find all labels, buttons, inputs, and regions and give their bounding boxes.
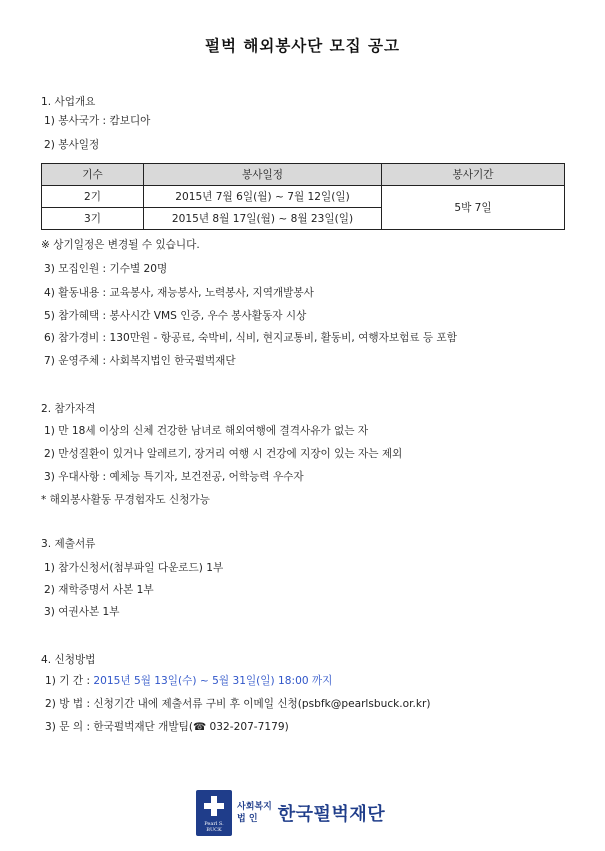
dates-cell: 2015년 7월 6일(월) ~ 7월 12일(일) [144, 186, 382, 208]
logo-mark-icon: Pearl S. BUCK [196, 790, 232, 836]
document-item: 1) 참가신청서(첨부파일 다운로드) 1부 [44, 562, 224, 574]
organization-name: 한국펄벅재단 [277, 804, 386, 825]
schedule-note: ※ 상기일정은 변경될 수 있습니다. [41, 239, 200, 251]
overview-item: 7) 운영주체 : 사회복지법인 한국펄벅재단 [44, 355, 236, 367]
overview-item: 5) 참가혜택 : 봉사시간 VMS 인증, 우수 봉사활동자 시상 [44, 310, 307, 322]
application-contact: 3) 문 의 : 한국펄벅재단 개발팀(☎ 032-207-7179) [45, 721, 289, 733]
header-schedule: 봉사일정 [144, 164, 382, 186]
section-heading-documents: 3. 제출서류 [41, 538, 96, 550]
table-row [42, 186, 565, 208]
eligibility-note: * 해외봉사활동 무경험자도 신청가능 [41, 494, 210, 506]
overview-item: 3) 모집인원 : 기수별 20명 [44, 263, 168, 275]
service-country: 1) 봉사국가 : 캄보디아 [44, 115, 151, 127]
overview-item: 4) 활동내용 : 교육봉사, 재능봉사, 노력봉사, 지역개발봉사 [44, 287, 314, 299]
section-heading-eligibility: 2. 참가자격 [41, 403, 96, 415]
page-title: 펄벅 해외봉사단 모집 공고 [205, 37, 400, 55]
period-value: 2015년 5월 13일(수) ~ 5월 31일(일) 18:00 까지 [93, 675, 333, 687]
cohort-cell: 3기 [42, 208, 144, 230]
document-item: 2) 재학증명서 사본 1부 [44, 584, 154, 596]
overview-item: 6) 참가경비 : 130만원 - 항공료, 숙박비, 식비, 현지교통비, 활동비, 여행자보험료 등 포함 [44, 332, 457, 344]
cross-icon [204, 796, 224, 816]
section-heading-overview: 1. 사업개요 [41, 96, 96, 108]
cohort-cell: 2기 [42, 186, 144, 208]
section-heading-application: 4. 신청방법 [41, 654, 96, 666]
header-cohort: 기수 [42, 164, 144, 186]
eligibility-item: 1) 만 18세 이상의 신체 건강한 남녀로 해외여행에 결격사유가 없는 자 [44, 425, 369, 437]
eligibility-item: 2) 만성질환이 있거나 알레르기, 장거리 여행 시 건강에 지장이 있는 자는 제외 [44, 448, 403, 460]
application-period [45, 673, 332, 688]
schedule-label: 2) 봉사일정 [44, 139, 100, 151]
dates-cell: 2015년 8월 17일(월) ~ 8월 23일(일) [144, 208, 382, 230]
application-method: 2) 방 법 : 신청기간 내에 제출서류 구비 후 이메일 신청(psbfk@pearlsbuck.or.kr) [45, 698, 431, 710]
duration-cell: 5박 7일 [382, 186, 565, 230]
table-header-row [42, 164, 565, 186]
eligibility-item: 3) 우대사항 : 예체능 특기자, 보건전공, 어학능력 우수자 [44, 471, 304, 483]
logo-subtitle: 사회복지 법 인 [237, 802, 272, 824]
schedule-table [41, 163, 565, 230]
period-label: 1) 기 간 : [45, 675, 94, 687]
document-item: 3) 여권사본 1부 [44, 606, 120, 618]
header-duration: 봉사기간 [382, 164, 565, 186]
organization-logo [196, 790, 385, 836]
